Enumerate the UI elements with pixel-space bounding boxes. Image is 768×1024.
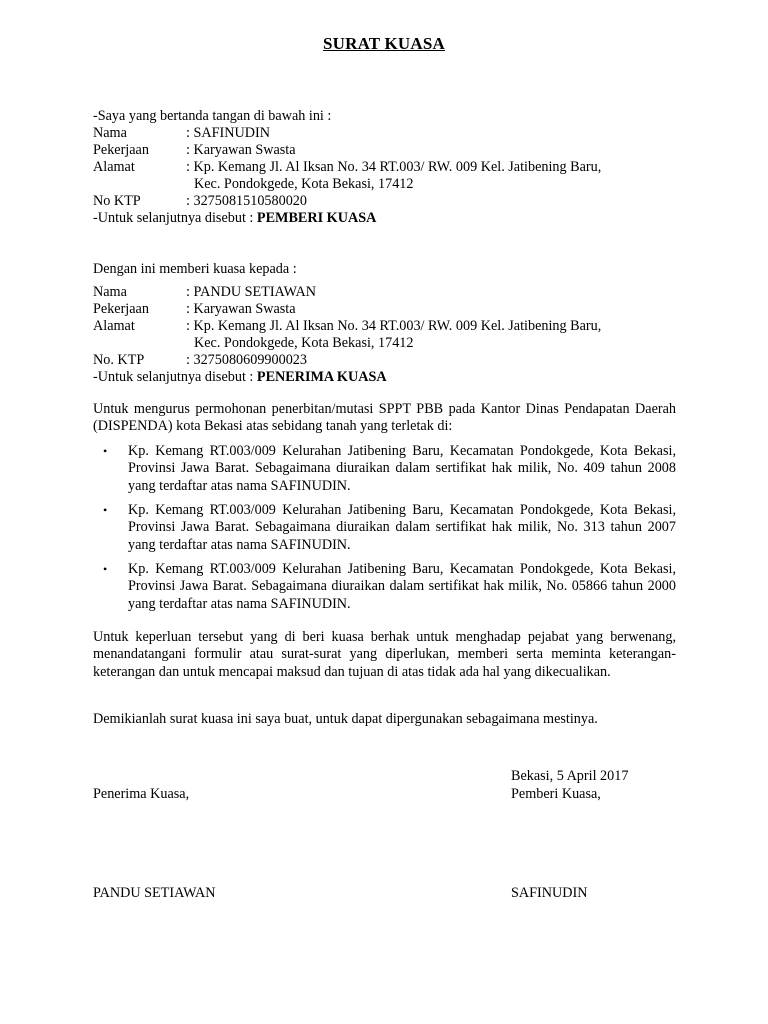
closing-line: Demikianlah surat kuasa ini saya buat, untuk dapat dipergunakan sebagaimana mestinya.	[93, 711, 598, 727]
pemberi-disebut-line	[93, 210, 376, 227]
intro-line: -Saya yang bertanda tangan di bawah ini :	[93, 108, 332, 124]
penerima-kuasa-label: Penerima Kuasa,	[93, 786, 190, 802]
pemberi-kuasa-label: PEMBERI KUASA	[256, 210, 377, 226]
bullet-icon: •	[103, 444, 108, 458]
field-value: : PANDU SETIAWAN	[186, 284, 316, 300]
field-value: : Kp. Kemang Jl. Al Iksan No. 34 RT.003/ RW. 009 Kel. Jatibening Baru,	[186, 159, 602, 175]
penerima-pekerjaan-row	[93, 301, 296, 318]
penerima-alamat-line2: Kec. Pondokgede, Kota Bekasi, 17412	[194, 335, 414, 351]
pemberi-pekerjaan-row	[93, 142, 296, 159]
penerima-nama-row	[93, 284, 316, 301]
place-date: Bekasi, 5 April 2017	[511, 768, 629, 784]
field-value: : Karyawan Swasta	[186, 142, 296, 158]
memberi-kuasa-line: Dengan ini memberi kuasa kepada :	[93, 261, 297, 277]
penerima-ktp-row	[93, 352, 307, 369]
pemberi-alamat-row	[93, 159, 601, 176]
field-label: Pekerjaan	[93, 142, 149, 158]
field-label: Nama	[93, 125, 127, 141]
penerima-alamat-row	[93, 318, 601, 335]
field-label: Alamat	[93, 318, 135, 334]
bullet-icon: •	[103, 562, 108, 576]
pemberi-nama-row	[93, 125, 270, 142]
field-label: Nama	[93, 284, 127, 300]
disebut-prefix: -Untuk selanjutnya disebut :	[93, 210, 257, 226]
field-label: No KTP	[93, 193, 141, 209]
document-title: SURAT KUASA	[322, 34, 445, 53]
pemberi-alamat-line2: Kec. Pondokgede, Kota Bekasi, 17412	[194, 176, 414, 192]
land-item-2: Kp. Kemang RT.003/009 Kelurahan Jatibening Baru, Kecamatan Pondokgede, Kota Bekasi, Provinsi Jawa Barat. Sebagaimana diuraikan dalam sertifikat hak milik, No. 313 tahun 2007 yang terdaftar atas nama SAFINUDIN.	[128, 502, 676, 553]
penerima-signatory-name: PANDU SETIAWAN	[93, 885, 216, 901]
pemberi-ktp-row	[93, 193, 307, 210]
bullet-icon: •	[103, 503, 108, 517]
authority-paragraph: Untuk keperluan tersebut yang di beri kuasa berhak untuk menghadap pejabat yang berwenang, menandatangani formulir atau surat-surat yang diperlukan, memberi serta meminta keterangan-keterangan dan untuk mencapai maksud dan tujuan di atas tidak ada hal yang dikecualikan.	[93, 629, 676, 680]
land-item-1: Kp. Kemang RT.003/009 Kelurahan Jatibening Baru, Kecamatan Pondokgede, Kota Bekasi, Provinsi Jawa Barat. Sebagaimana diuraikan dalam sertifikat hak milik, No. 409 tahun 2008 yang terdaftar atas nama SAFINUDIN.	[128, 443, 676, 494]
land-item-3: Kp. Kemang RT.003/009 Kelurahan Jatibening Baru, Kecamatan Pondokgede, Kota Bekasi, Provinsi Jawa Barat. Sebagaimana diuraikan dalam sertifikat hak milik, No. 05866 tahun 2000 yang terdaftar atas nama SAFINUDIN.	[128, 561, 676, 612]
field-label: Alamat	[93, 159, 135, 175]
disebut-prefix: -Untuk selanjutnya disebut :	[93, 369, 257, 385]
penerima-disebut-line	[93, 369, 387, 386]
field-label: No. KTP	[93, 352, 145, 368]
purpose-paragraph: Untuk mengurus permohonan penerbitan/mutasi SPPT PBB pada Kantor Dinas Pendapatan Daerah (DISPENDA) kota Bekasi atas sebidang tanah yang terletak di:	[93, 401, 676, 435]
penerima-kuasa-label: PENERIMA KUASA	[256, 369, 387, 385]
field-value: : SAFINUDIN	[186, 125, 270, 141]
field-value: : 3275080609900023	[186, 352, 307, 368]
pemberi-signatory-name: SAFINUDIN	[511, 885, 588, 901]
field-value: : Kp. Kemang Jl. Al Iksan No. 34 RT.003/ RW. 009 Kel. Jatibening Baru,	[186, 318, 602, 334]
field-value: : Karyawan Swasta	[186, 301, 296, 317]
pemberi-kuasa-label: Pemberi Kuasa,	[511, 786, 601, 802]
field-value: : 3275081510580020	[186, 193, 307, 209]
field-label: Pekerjaan	[93, 301, 149, 317]
